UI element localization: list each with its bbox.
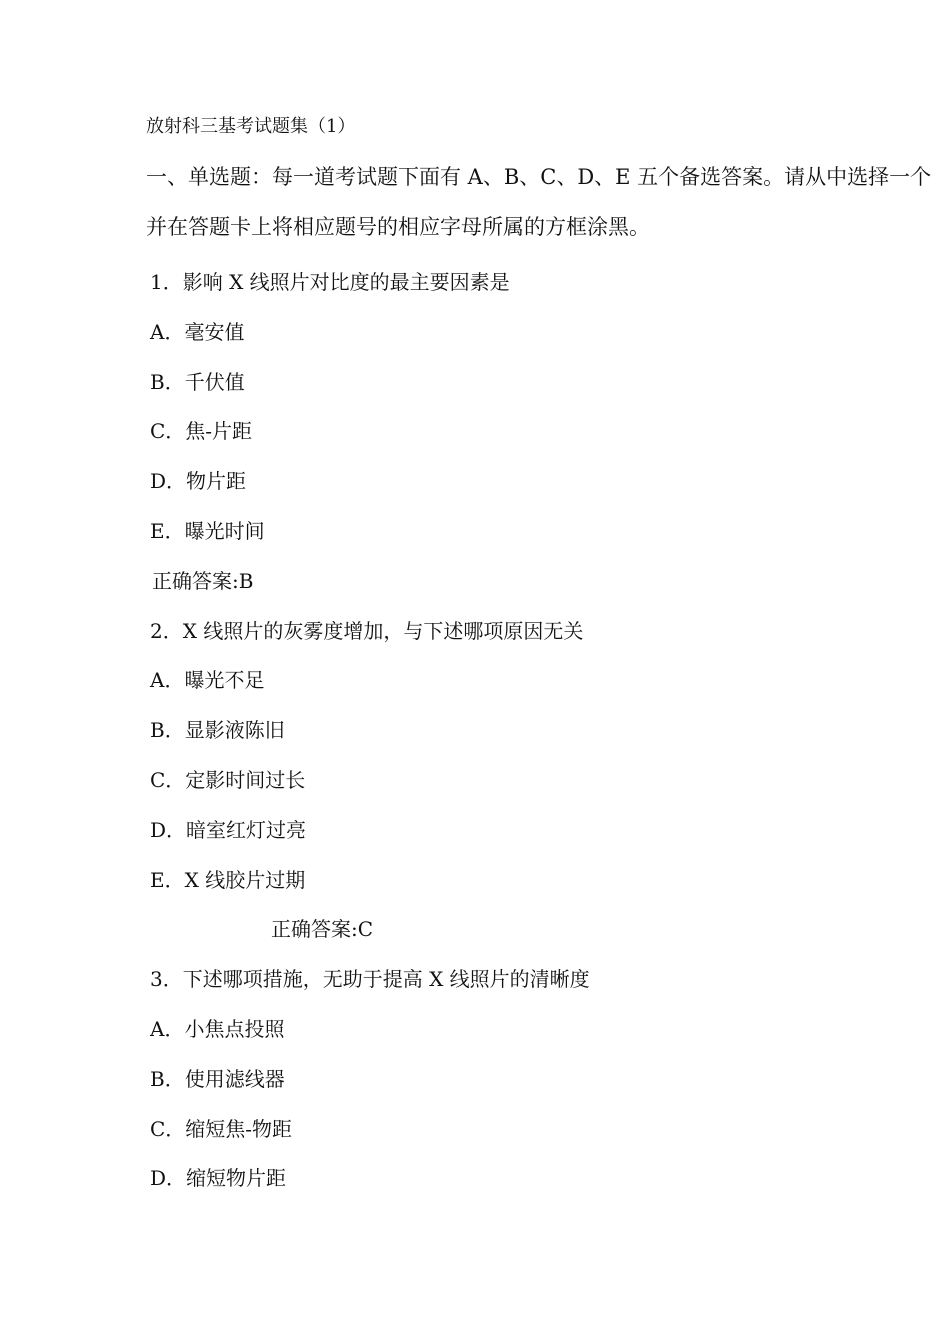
- question-2-option-b: B．显影液陈旧: [150, 718, 285, 743]
- question-3-option-c: C．缩短焦-物距: [150, 1116, 293, 1141]
- question-2-option-d: D．暗室红灯过亮: [150, 817, 307, 842]
- instructions-line-1: 一、单选题：每一道考试题下面有 A、B、C、D、E 五个备选答案。请从中选择一个: [146, 165, 932, 189]
- question-list: [150, 258, 590, 1204]
- question-3-option-b: B．使用滤线器: [150, 1066, 285, 1091]
- question-1-option-b: B．千伏值: [150, 369, 245, 394]
- document-title: 放射科三基考试题集（1）: [146, 116, 356, 137]
- question-1-stem: 1．影响 X 线照片对比度的最主要因素是: [150, 270, 510, 294]
- instructions-line-2: 并在答题卡上将相应题号的相应字母所属的方框涂黑。: [146, 215, 650, 239]
- question-2-stem: 2．X 线照片的灰雾度增加，与下述哪项原因无关: [150, 618, 584, 643]
- question-1-option-e: E．曝光时间: [150, 518, 265, 543]
- question-2-option-a: A．曝光不足: [150, 668, 265, 693]
- question-1-option-a: A．毫安值: [150, 319, 245, 344]
- question-2-option-e: E．X 线胶片过期: [150, 867, 306, 892]
- question-3-option-d: D．缩短物片距: [150, 1166, 287, 1191]
- question-2-option-c: C．定影时间过长: [150, 767, 306, 792]
- section-instructions: [146, 152, 931, 252]
- question-1-option-c: C．焦-片距: [150, 419, 253, 444]
- question-3-option-a: A．小焦点投照: [150, 1016, 285, 1041]
- question-1-answer: 正确答案:B: [152, 568, 254, 593]
- question-2-answer: 正确答案:C: [271, 917, 374, 942]
- question-3-stem: 3．下述哪项措施，无助于提高 X 线照片的清晰度: [150, 967, 590, 992]
- question-1-option-d: D．物片距: [150, 469, 247, 494]
